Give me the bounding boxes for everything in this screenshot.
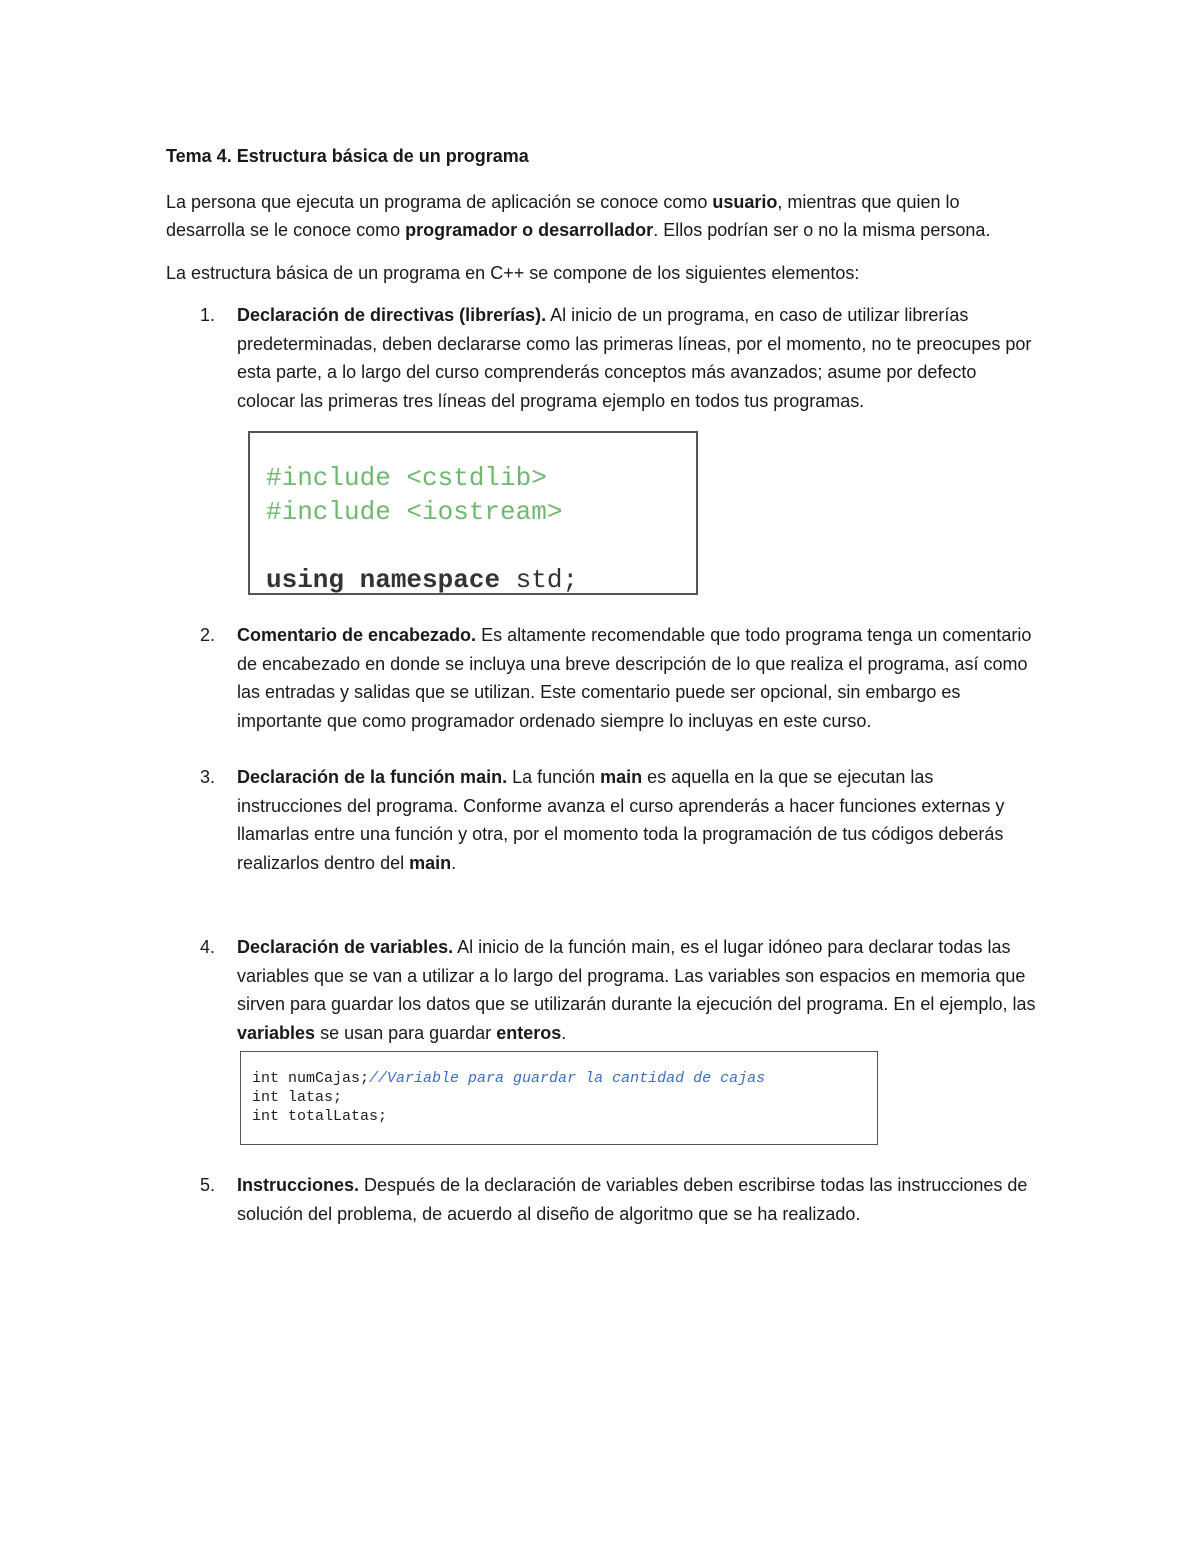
list-number: 1.	[200, 305, 216, 325]
lead-paragraph: La estructura básica de un programa en C++ se compone de los siguientes elementos:	[166, 262, 860, 283]
code-line: int latas;	[252, 1089, 343, 1106]
code-blank-line	[266, 529, 696, 563]
code-line: int numCajas;//Variable para guardar la cantidad de cajas	[252, 1070, 766, 1087]
elements-list	[166, 1171, 1036, 1228]
item-heading: Comentario de encabezado.	[237, 625, 477, 645]
elements-list	[166, 621, 1036, 1047]
code-line: #include <iostream>	[266, 497, 563, 527]
list-number: 3.	[200, 767, 216, 787]
list-item: 2. Comentario de encabezado. Es altamente recomendable que todo programa tenga un comentario de encabezado en donde se incluya una breve descripción de lo que realiza el programa, así como las entradas y salidas que se utilizan. Este comentario puede ser opcional, sin embargo es importante que como programador ordenado siempre lo incluyas en este curso.	[166, 621, 1036, 735]
elements-list	[166, 301, 1036, 415]
code-line: #include <cstdlib>	[266, 463, 547, 493]
code-line: using namespace std;	[266, 565, 579, 595]
item-heading: Declaración de directivas (librerías).	[237, 305, 547, 325]
list-item: 3. Declaración de la función main. La función main es aquella en la que se ejecutan las instrucciones del programa. Conforme avanza el curso aprenderás a hacer funciones externas y llamarlas entre una función y otra, por el momento toda la programación de tus códigos deberás realizarlos dentro del main.	[166, 763, 1036, 877]
list-item: 1. Declaración de directivas (librerías). Al inicio de un programa, en caso de utilizar librerías predeterminadas, deben declararse como las primeras líneas, por el momento, no te preocupes por esta parte, a lo largo del curso comprenderás conceptos más avanzados; asume por defecto colocar las primeras tres líneas del programa ejemplo en todos tus programas.	[166, 301, 1036, 415]
item-heading: Declaración de variables.	[237, 937, 454, 957]
list-number: 2.	[200, 625, 216, 645]
code-snippet-variables	[240, 1051, 878, 1145]
item-heading: Instrucciones.	[237, 1175, 360, 1195]
item-heading: Declaración de la función main.	[237, 767, 508, 787]
list-number: 4.	[200, 937, 216, 957]
list-item: 4. Declaración de variables. Al inicio de la función main, es el lugar idóneo para declarar todas las variables que se van a utilizar a lo largo del programa. Las variables son espacios en memoria que sirven para guardar los datos que se utilizarán durante la ejecución del programa. En el ejemplo, las variables se usan para guardar enteros.	[166, 933, 1036, 1047]
code-line: int totalLatas;	[252, 1108, 388, 1125]
code-comment: //Variable para guardar la cantidad de cajas	[369, 1070, 766, 1087]
list-number: 5.	[200, 1175, 216, 1195]
code-snippet-directives	[248, 431, 698, 595]
intro-paragraph: La persona que ejecuta un programa de aplicación se conoce como usuario, mientras que quien lo desarrolla se le conoce como programador o desarrollador. Ellos podrían ser o no la misma persona.	[166, 191, 991, 240]
list-item: 5. Instrucciones. Después de la declaración de variables deben escribirse todas las instrucciones de solución del problema, de acuerdo al diseño de algoritmo que se ha realizado.	[166, 1171, 1036, 1228]
document-title: Tema 4. Estructura básica de un programa	[166, 146, 529, 166]
document-body	[166, 142, 1036, 1228]
